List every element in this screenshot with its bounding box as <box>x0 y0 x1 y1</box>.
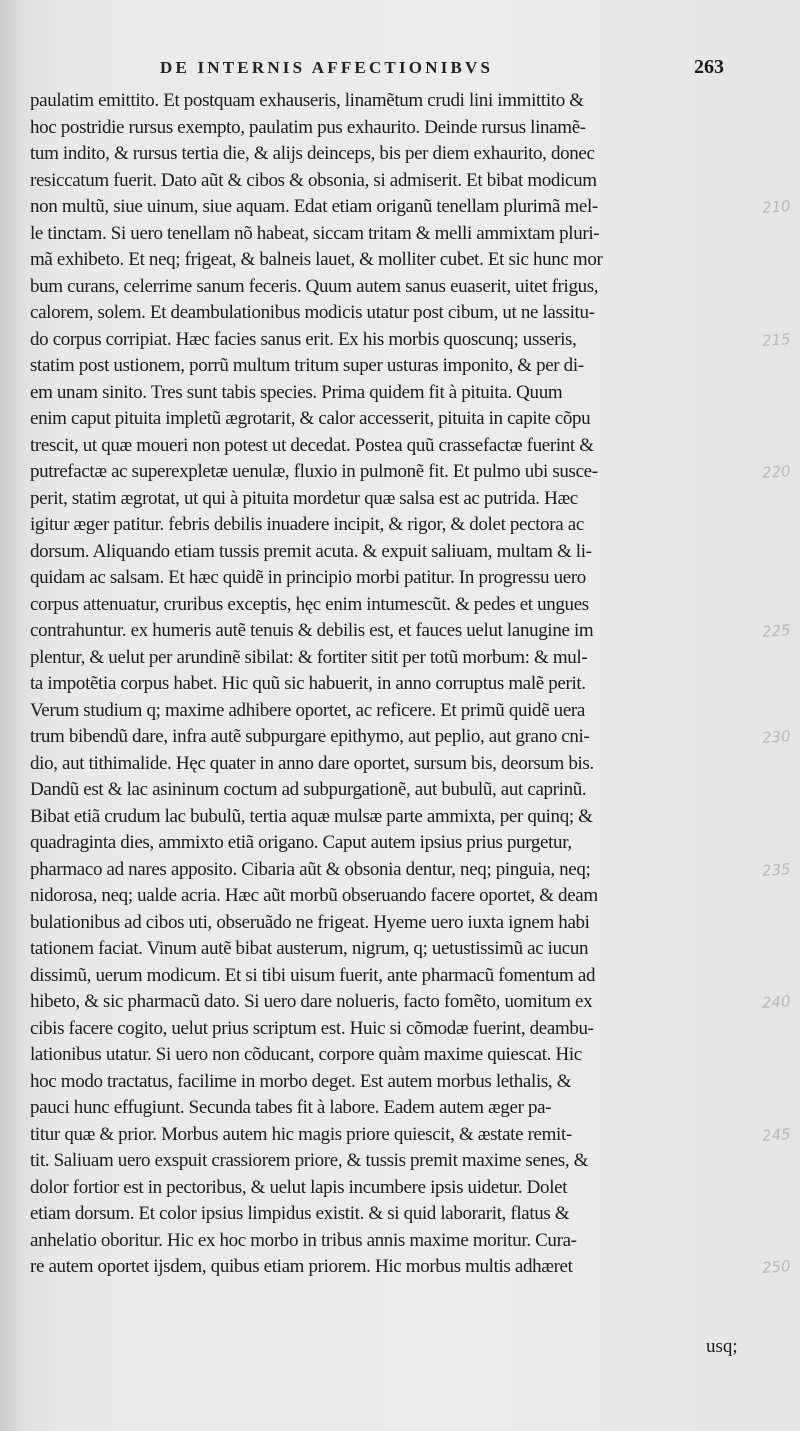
text-line: nidorosa, neq; ualde acria. Hæc aũt morbũ obseruando facere oportet, & deam <box>30 885 598 906</box>
text-line: em unam sinito. Tres sunt tabis species. Prima quidem fit à pituita. Quum <box>30 381 563 403</box>
margin-line-number: 210 <box>761 197 792 217</box>
text-line: hoc postridie rursus exempto, paulatim pus exhaurito. Deinde rursus linamẽ- <box>30 116 586 138</box>
margin-line-number: 240 <box>761 992 792 1012</box>
text-line: contrahuntur. ex humeris autẽ tenuis & debilis est, et fauces uelut lanugine im <box>30 620 594 641</box>
text-line: re autem oportet ijsdem, quibus etiam priorem. Hic morbus multis adhæret <box>30 1256 573 1277</box>
text-line: dorsum. Aliquando etiam tussis premit acuta. & expuit saliuam, multam & li- <box>30 540 592 562</box>
margin-line-number: 245 <box>761 1124 792 1145</box>
text-line: non multũ, siue uinum, siue aquam. Edat etiam origanũ tenellam plurimã mel- <box>30 196 598 217</box>
catchword: usq; <box>706 1336 738 1357</box>
text-line: Dandũ est & lac asininum coctum ad subpurgationẽ, aut bubulũ, aut caprinũ. <box>30 779 587 800</box>
page-header <box>0 58 800 88</box>
text-line: cibis facere cogito, uelut prius scriptum est. Huic si cõmodæ fuerint, deambu- <box>30 1017 594 1039</box>
text-line: le tinctam. Si uero tenellam nõ habeat, siccam tritam & melli ammixtam pluri- <box>30 222 600 244</box>
running-head: DE INTERNIS AFFECTIONIBVS <box>160 58 494 77</box>
text-line: Bibat etiã crudum lac bubulũ, tertia aquæ mulsæ parte ammixta, per quinq; & <box>30 805 593 827</box>
text-line: dio, aut tithimalide. Hęc quater in anno dare oportet, sursum bis, deorsum bis. <box>30 752 594 774</box>
text-line: pauci hunc effugiunt. Secunda tabes fit à labore. Eadem autem æger pa- <box>30 1097 552 1118</box>
margin-line-number: 235 <box>761 859 792 880</box>
text-line: paulatim emittito. Et postquam exhauseris, linamẽtum crudi lini immittito & <box>30 90 584 111</box>
page-number: 263 <box>694 56 724 78</box>
text-line: corpus attenuatur, cruribus exceptis, hęc enim intumescũt. & pedes et ungues <box>30 593 589 615</box>
text-line: statim post ustionem, porrũ multum tritum super usturas imponito, & per di- <box>30 355 584 376</box>
margin-line-number: 225 <box>761 621 792 641</box>
text-line: tit. Saliuam uero exspuit crassiorem priore, & tussis premit maxime senes, & <box>30 1150 589 1171</box>
margin-line-number: 215 <box>761 329 792 350</box>
text-line: trum bibendũ dare, infra autẽ subpurgare epithymo, aut peplio, aut grano cni- <box>30 726 590 747</box>
text-line: calorem, solem. Et deambulationibus modicis utatur post cibum, ut ne lassitu- <box>30 302 595 323</box>
text-line: quadraginta dies, ammixto etiã origano. Caput autem ipsius prius purgetur, <box>30 832 572 853</box>
margin-line-number: 230 <box>761 727 792 747</box>
margin-line-number: 220 <box>761 462 792 482</box>
text-line: Verum studium q; maxime adhibere oportet, ac reficere. Et primũ quidẽ uera <box>30 699 585 721</box>
text-line: dolor fortior est in pectoribus, & uelut lapis incumbere ipsis uidetur. Dolet <box>30 1176 568 1198</box>
text-line: bum curans, celerrime sanum feceris. Quum autem sanus euaserit, uitet frigus, <box>30 275 599 297</box>
text-line: dissimũ, uerum modicum. Et si tibi uisum fuerit, ante pharmacũ fomentum ad <box>30 964 596 986</box>
text-line: putrefactæ ac superexpletæ uenulæ, fluxio in pulmonẽ fit. Et pulmo ubi susce- <box>30 461 598 482</box>
text-line: pharmaco ad nares apposito. Cibaria aũt & obsonia dentur, neq; pinguia, neq; <box>30 858 591 880</box>
gutter-shadow <box>0 0 26 1431</box>
margin-line-number: 250 <box>761 1257 792 1277</box>
text-line: enim caput pituita impletũ ægrotarit, & calor accesserit, pituita in capite cõpu <box>30 408 591 429</box>
text-line: quidam ac salsam. Et hæc quidẽ in principio morbi patitur. In progressu uero <box>30 567 586 588</box>
text-line: resiccatum fuerit. Dato aũt & cibos & obsonia, si admiserit. Et bibat modicum <box>30 169 597 191</box>
text-line: do corpus corripiat. Hæc facies sanus erit. Ex his morbis quoscunq; usseris, <box>30 328 577 350</box>
text-line: perit, statim ægrotat, ut qui à pituita mordetur quæ salsa est ac putrida. Hæc <box>30 487 578 509</box>
text-line: lationibus utatur. Si uero non cõducant, corpore quàm maxime quiescat. Hic <box>30 1044 582 1065</box>
text-line: etiam dorsum. Et color ipsius limpidus existit. & si quid laborarit, flatus & <box>30 1203 570 1224</box>
text-line: anhelatio oboritur. Hic ex hoc morbo in tribus annis maxime moritur. Cura- <box>30 1229 577 1251</box>
text-line: titur quæ & prior. Morbus autem hic magis priore quiescit, & æstate remit- <box>30 1123 572 1145</box>
text-line: trescit, ut quæ moueri non potest ut decedat. Postea quũ crassefactæ fuerint & <box>30 434 594 456</box>
text-line: hoc modo tractatus, facilime in morbo deget. Est autem morbus lethalis, & <box>30 1070 572 1092</box>
text-line: tum indito, & rursus tertia die, & alijs deinceps, bis per diem exhaurito, donec <box>30 143 595 164</box>
body-text <box>30 88 760 1281</box>
text-line: mã exhibeto. Et neq; frigeat, & balneis lauet, & molliter cubet. Et sic hunc mor <box>30 249 603 270</box>
text-line: plentur, & uelut per arundinẽ sibilat: & fortiter sitit per totũ morbum: & mul- <box>30 646 588 668</box>
text-line: bulationibus ad cibos uti, obseruãdo ne frigeat. Hyeme uero iuxta ignem habi <box>30 911 590 933</box>
text-line: hibeto, & sic pharmacũ dato. Si uero dare nolueris, facto fomẽto, uomitum ex <box>30 991 593 1012</box>
text-line: igitur æger patitur. febris debilis inuadere incipit, & rigor, & dolet pectora ac <box>30 514 584 535</box>
text-line: ta impotẽtia corpus habet. Hic quũ sic habuerit, in anno corruptus malẽ perit. <box>30 673 586 694</box>
text-line: tationem faciat. Vinum autẽ bibat austerum, nigrum, q; uetustissimũ ac iucun <box>30 938 589 959</box>
